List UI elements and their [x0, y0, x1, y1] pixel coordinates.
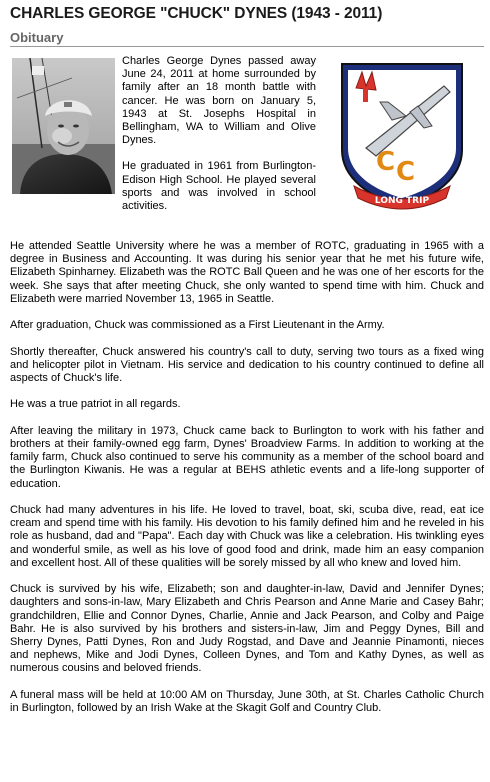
intro-text: [122, 55, 316, 226]
header-divider: [10, 46, 484, 47]
body-paragraph: He attended Seattle University where he was a member of ROTC, graduating in 1965 with a degree in Business and Accounting. It was during his senior year that he met his future wife, Elizabeth Spinharney. Elizabeth was the ROTC Ball Queen and he was one of her escorts for the week. She says that after meeting Chuck, she only wanted to spend time with him. Chuck and Elizabeth were married November 13, 1965 in Seattle.: [10, 240, 484, 305]
section-label: Obituary: [10, 30, 64, 45]
page-title: CHARLES GEORGE "CHUCK" DYNES (1943 - 2011): [10, 5, 383, 22]
body-paragraph: After leaving the military in 1973, Chuck came back to Burlington to work with his father and brothers at their family-owned egg farm, Dynes' Broadview Farms. In addition to working at the family farm, Chuck also continued to serve his community as a member of the school board and the Burlington Kiwanis. He was a regular at BEHS athletic events and a life-long supporter of education.: [10, 424, 484, 490]
unit-patch-graphic: [336, 58, 468, 210]
body-paragraph: Shortly thereafter, Chuck answered his country's call to duty, serving two tours as a fixed wing and helicopter pilot in Vietnam. His service and dedication to his country continued to define all aspects of Chuck's life.: [10, 345, 484, 384]
intro-paragraph: Charles George Dynes passed away June 24, 2011 at home surrounded by family after an 18 month battle with cancer. He was born on January 5, 1943 at St. Josephs Hospital in Bellingham, WA to William and Olive Dynes.: [122, 55, 316, 147]
unit-patch-emblem: [336, 58, 468, 210]
patch-banner-text: LONG TRIP: [374, 196, 430, 206]
body-paragraph: Chuck had many adventures in his life. He loved to travel, boat, ski, scuba dive, read, eat ice cream and spend time with his family. His devotion to his family defined him and he reveled in his role as husband, dad and "Papa". Each day with Chuck was like a celebration. His twinkling eyes and wonderful smile, as well as his love of good food and drink, made him an easy companion and excellent host. All of these qualities will be sorely missed by all who knew and loved him.: [10, 503, 484, 569]
obituary-body: [10, 240, 484, 728]
body-paragraph: He was a true patriot in all regards.: [10, 398, 181, 411]
patch-letter-right: C: [396, 157, 416, 187]
portrait-photo: [12, 58, 115, 194]
body-paragraph: A funeral mass will be held at 10:00 AM on Thursday, June 30th, at St. Charles Catholic Church in Burlington, followed by an Irish Wake at the Skagit Golf and Country Club.: [10, 688, 484, 714]
intro-paragraph: He graduated in 1961 from Burlington-Edison High School. He played several sports and was involved in school activities.: [122, 160, 316, 213]
portrait-photo-graphic: [12, 58, 115, 194]
body-paragraph: After graduation, Chuck was commissioned as a First Lieutenant in the Army.: [10, 319, 385, 332]
body-paragraph: Chuck is survived by his wife, Elizabeth; son and daughter-in-law, David and Jennifer Dynes; daughters and sons-in-law, Mary Elizabeth and Chris Pearson and Anne Marie and Casey Bahr; grandchildren, Ellie and Connor Dynes, Charlie, Annie and Jack Pearson, and Colby and Paige Bahr. He is also survived by his brothers and sisters-in-law, Jim and Peggy Dynes, Bill and Sherry Dynes, Patti Dynes, Ron and Judy Rogstad, and Dave and Jeannie Pinamonti, nieces and nephews, Mike and Jodi Dynes, Colleen Dynes, and Tom and Kathy Dynes, as well as numerous cousins and beloved friends.: [10, 583, 484, 675]
patch-letter-left: C: [376, 147, 396, 177]
